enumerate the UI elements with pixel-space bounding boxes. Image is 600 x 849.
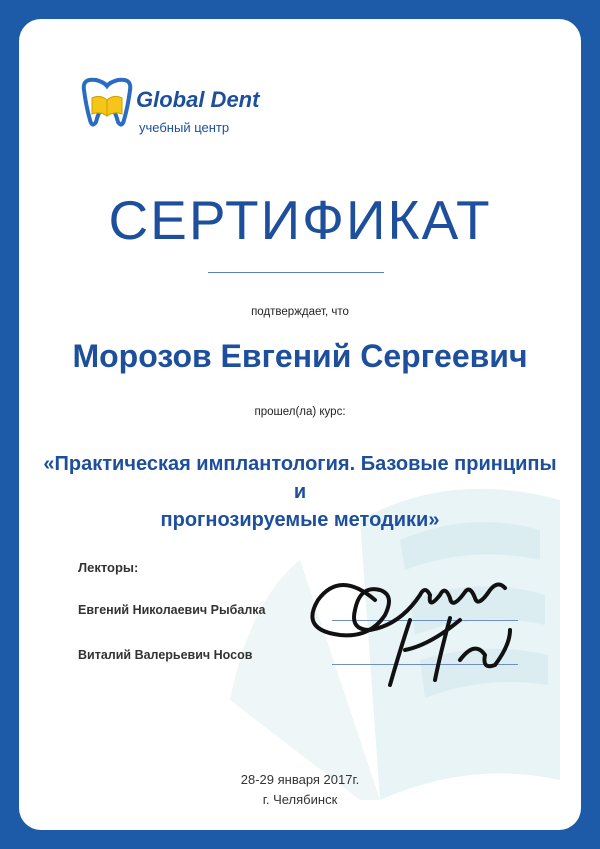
title-divider xyxy=(208,272,384,273)
course-line-2: прогнозируемые методики» xyxy=(160,509,440,531)
logo xyxy=(78,76,298,146)
recipient-name: Морозов Евгений Сергеевич xyxy=(72,338,528,374)
confirms-text: подтверждает, что xyxy=(251,306,349,318)
course-date: 28-29 января 2017г. xyxy=(240,772,360,787)
course-line-1: «Практическая имплантология. Базовые принципы и xyxy=(43,453,557,503)
tooth-book-icon xyxy=(78,76,136,136)
logo-name: Global Dent xyxy=(136,87,260,112)
signatures xyxy=(300,560,540,700)
course-city: г. Челябинск xyxy=(262,792,338,807)
lecturers-heading: Лекторы: xyxy=(78,560,139,575)
course-title xyxy=(40,450,560,534)
lecturer-1: Евгений Николаевич Рыбалка xyxy=(78,603,266,617)
completed-text: прошел(ла) курс: xyxy=(254,406,346,418)
certificate-title: СЕРТИФИКАТ xyxy=(108,189,492,251)
lecturer-2: Виталий Валерьевич Носов xyxy=(78,648,253,662)
date-location xyxy=(0,770,600,810)
logo-subtitle: учебный центр xyxy=(139,120,230,135)
